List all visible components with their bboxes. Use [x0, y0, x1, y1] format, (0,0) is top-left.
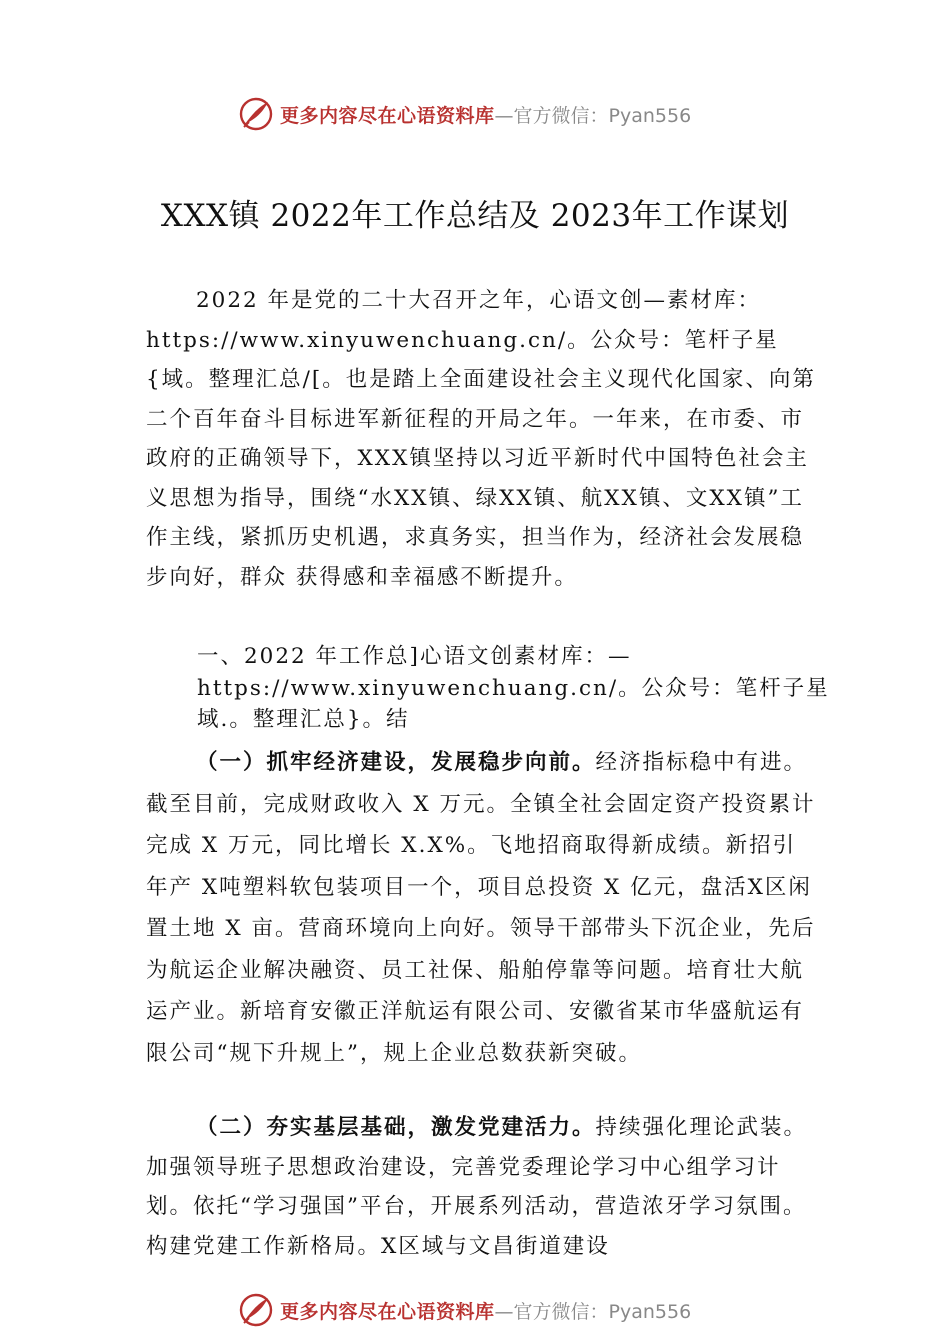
party-building-lead: （二）夯实基层基础，激发党建活力。 [196, 1115, 596, 1140]
economy-body: 经济指标稳中有进。截至目前，完成财政收入 X 万元。全镇全社会固定资产投资累计完成 X 万元，同比增长 X.X%。飞地招商取得新成绩。新招引年产 X吨塑料软包装项目一个，项目总投资 X 亿元，盘活X区闲置土地 X 亩。营商环境向上向好。领导干部带头下沉企业，先后为航运企业解决融资、员工社保、船舶停靠等问题。培育壮大航运产业。新培育安徽正洋航运有限公司、安徽省某市华盛航运有限公司“规下升规上”，规上企业总数获新突破。 [146, 750, 816, 1066]
quill-seal-icon [238, 96, 274, 132]
party-building-body: 持续强化理论武装。加强领导班子思想政治建设，完善党委理论学习中心组学习计划。依托“学习强国”平台，开展系列活动，营造浓⽛学习氛围。构建党建工作新格局。X区域与文昌街道建设 [146, 1115, 808, 1259]
banner-brand-text: 更多内容尽在心语资料库 [280, 104, 495, 127]
intro-paragraph: 2022 年是党的二十大召开之年，心语文创—素材库：https://www.xinyuwenchuang.cn/。公众号：笔杆子星{域。整理汇总/[。也是踏上全面建设社会主义现代化国家、向第二个百年奋斗目标进军新征程的开局之年。一年来，在市委、市政府的正确领导下，XXX镇坚持以习近平新时代中国特色社会主义思想为指导，围绕“水XX镇、绿XX镇、航XX镇、文XX镇”工作主线，紧抓历史机遇，求真务实，担当作为，经济社会发展稳步向好，群众 获得感和幸福感不断提升。 [146, 288, 816, 590]
party-building-paragraph [146, 1108, 816, 1266]
quill-seal-icon [238, 1292, 274, 1328]
economy-lead: （一）抓牢经济建设，发展稳步向前。 [196, 750, 596, 775]
document-title: XXX镇 2022年工作总结及 2023年工作谋划 [160, 198, 790, 234]
banner-wechat-text: —官方微信：Pyan556 [494, 1300, 692, 1323]
header-banner [238, 94, 691, 134]
economy-paragraph [146, 742, 816, 1074]
banner-wechat-text: —官方微信：Pyan556 [494, 104, 692, 127]
footer-banner [238, 1290, 691, 1330]
section-heading: 一、2022 年工作总]心语文创素材库：—https://www.xinyuwenchuang.cn/。公众号：笔杆子星域.。整理汇总}。结 [197, 644, 830, 732]
banner-brand-text: 更多内容尽在心语资料库 [280, 1300, 495, 1323]
